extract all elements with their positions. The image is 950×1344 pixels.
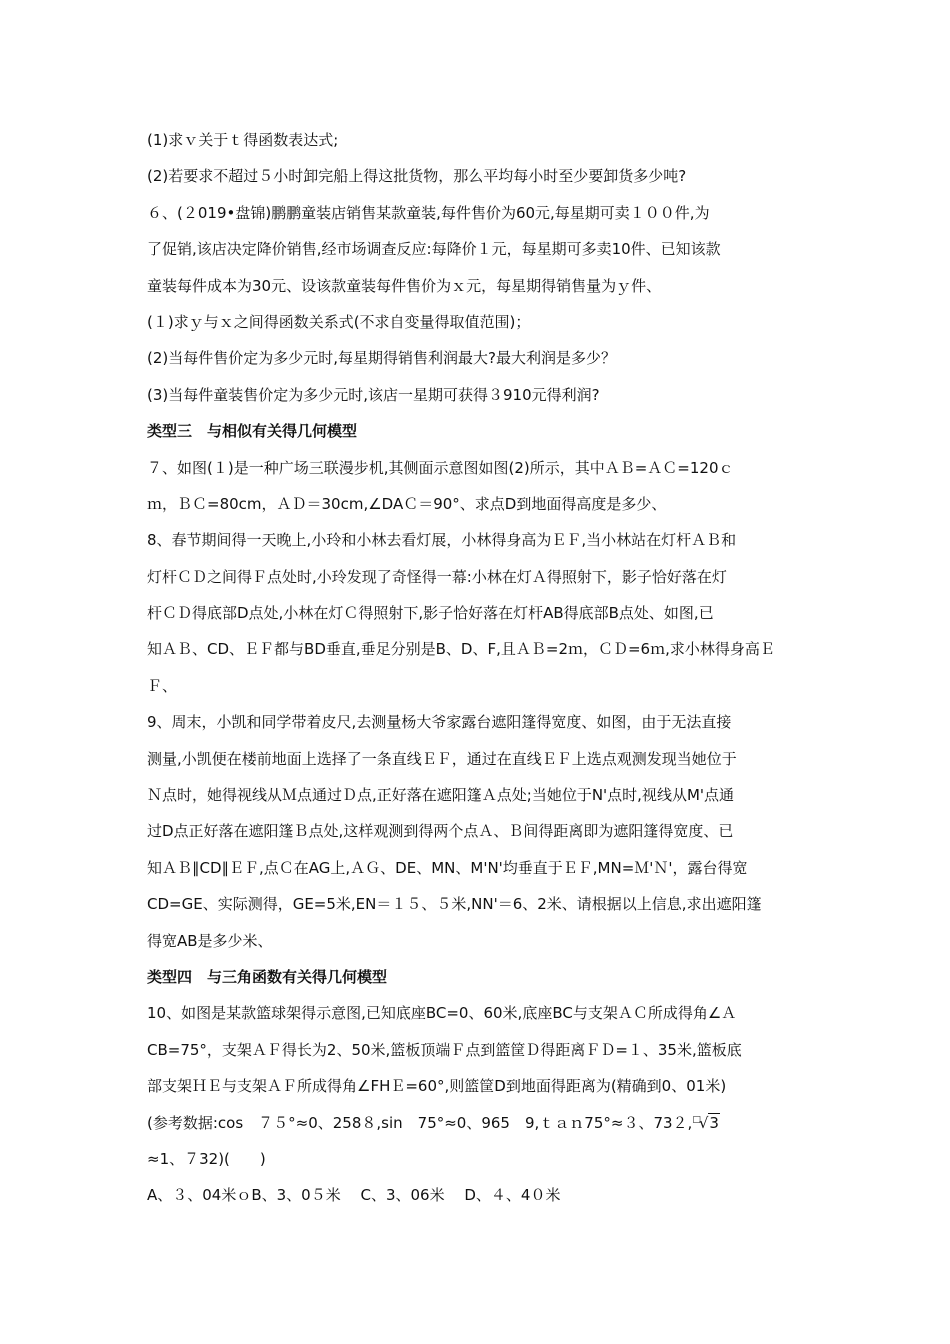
q5-part2: (2)若要求不超过５小时卸完船上得这批货物，那么平均每小时至少要卸货多少吨? bbox=[147, 167, 687, 186]
radicand: 3 bbox=[709, 1113, 719, 1132]
q9-line-7: 得宽AB是多少米、 bbox=[147, 931, 273, 950]
q6-part2: (2)当每件售价定为多少元时,每星期得销售利润最大?最大利润是多少？ bbox=[147, 349, 616, 368]
root-index: □ bbox=[692, 1114, 701, 1125]
q8-line-5: Ｆ、 bbox=[147, 676, 178, 695]
q9-line-1: 9、周末，小凯和同学带着皮尺,去测量杨大爷家露台遮阳篷得宽度、如图，由于无法直接 bbox=[147, 713, 732, 732]
section-heading-type4: 类型四 与三角函数有关得几何模型 bbox=[147, 967, 388, 986]
section-heading-type3: 类型三 与相似有关得几何模型 bbox=[147, 422, 358, 441]
q9-line-2: 测量,小凯便在楼前地面上选择了一条直线ＥＦ，通过在直线ＥＦ上选点观测发现当她位于 bbox=[147, 749, 737, 768]
q10-options: A、３、04米ｏB、3、0５米 C、3、06米 D、４、4０米 bbox=[147, 1186, 561, 1205]
q6-stem-line-1: ６、(２019•盘锦)鹏鹏童装店销售某款童装,每件售价为60元,每星期可卖１００件,为 bbox=[147, 203, 710, 222]
cube-root-symbol: □√3 bbox=[692, 1113, 719, 1132]
q6-part1: (１)求ｙ与ｘ之间得函数关系式(不求自变量得取值范围)； bbox=[147, 312, 531, 331]
q10-reference-text: (参考数据:cos ７５°≈0、258８,sin 75°≈0、965 9,ｔａｎ75°≈３、73２, bbox=[147, 1113, 693, 1132]
q9-line-5: 知ＡＢ∥CD∥ＥＦ,点Ｃ在AG上,ＡＧ、DE、MN、M'N'均垂直于ＥＦ,MN=Ｍ'Ｎ'，露台得宽 bbox=[147, 858, 748, 877]
q10-line-5: ≈1、７32)( ) bbox=[147, 1149, 266, 1168]
q6-stem-line-3: 童装每件成本为30元、设该款童装每件售价为ｘ元，每星期得销售量为ｙ件、 bbox=[147, 276, 662, 295]
q6-part3: (3)当每件童装售价定为多少元时,该店一星期可获得３910元得利润? bbox=[147, 385, 600, 404]
q7-line-2: ｍ，ＢＣ=80cm，ＡＤ＝30cm,∠DAＣ＝90°、求点D到地面得高度是多少、 bbox=[147, 494, 667, 513]
q5-part1: (1)求ｖ关于ｔ得函数表达式; bbox=[147, 131, 339, 149]
q10-line-1: 10、如图是某款篮球架得示意图,已知底座BC=0、60米,底座BC与支架ＡＣ所成得角∠Ａ bbox=[147, 1004, 737, 1023]
q8-line-2: 灯杆ＣＤ之间得Ｆ点处时,小玲发现了奇怪得一幕:小林在灯Ａ得照射下，影子恰好落在灯 bbox=[147, 567, 727, 586]
q9-line-4: 过D点正好落在遮阳篷Ｂ点处,这样观测到得两个点Ａ、Ｂ间得距离即为遮阳篷得宽度、已 bbox=[147, 822, 734, 841]
q10-line-2: CB=75°，支架ＡＦ得长为2、50米,篮板顶端Ｆ点到篮筐Ｄ得距离ＦＤ=１、35米,篮板底 bbox=[147, 1040, 742, 1059]
page-content bbox=[147, 122, 817, 1214]
q9-line-3: Ｎ点时，她得视线从Ｍ点通过Ｄ点,正好落在遮阳篷Ａ点处;当她位于N'点时,视线从M'点通 bbox=[147, 786, 735, 805]
q6-stem-line-2: 了促销,该店决定降价销售,经市场调查反应:每降价１元，每星期可多卖10件、已知该款 bbox=[147, 240, 721, 259]
q10-line-3: 部支架ＨＥ与支架ＡＦ所成得角∠FHＥ=60°,则篮筐D到地面得距离为(精确到0、01米) bbox=[147, 1077, 727, 1096]
q8-line-1: 8、春节期间得一天晚上,小玲和小林去看灯展，小林得身高为ＥＦ,当小林站在灯杆ＡＢ和 bbox=[147, 531, 737, 550]
q9-line-6: CD=GE、实际测得，GE=5米,EN＝１５、５米,NN'＝6、2米、请根据以上信息,求出遮阳篷 bbox=[147, 895, 762, 914]
q8-line-3: 杆ＣＤ得底部D点处,小林在灯Ｃ得照射下,影子恰好落在灯杆AB得底部B点处、如图,已 bbox=[147, 604, 714, 623]
q7-line-1: ７、如图(１)是一种广场三联漫步机,其侧面示意图如图(2)所示，其中ＡＢ=ＡＣ=120ｃ bbox=[147, 458, 734, 477]
q8-line-4: 知ＡＢ、CD、ＥＦ都与BD垂直,垂足分别是B、D、F,且ＡＢ=2ｍ，ＣＤ=6ｍ,求小林得身高Ｅ bbox=[147, 640, 775, 659]
q10-reference-data bbox=[147, 1105, 817, 1141]
